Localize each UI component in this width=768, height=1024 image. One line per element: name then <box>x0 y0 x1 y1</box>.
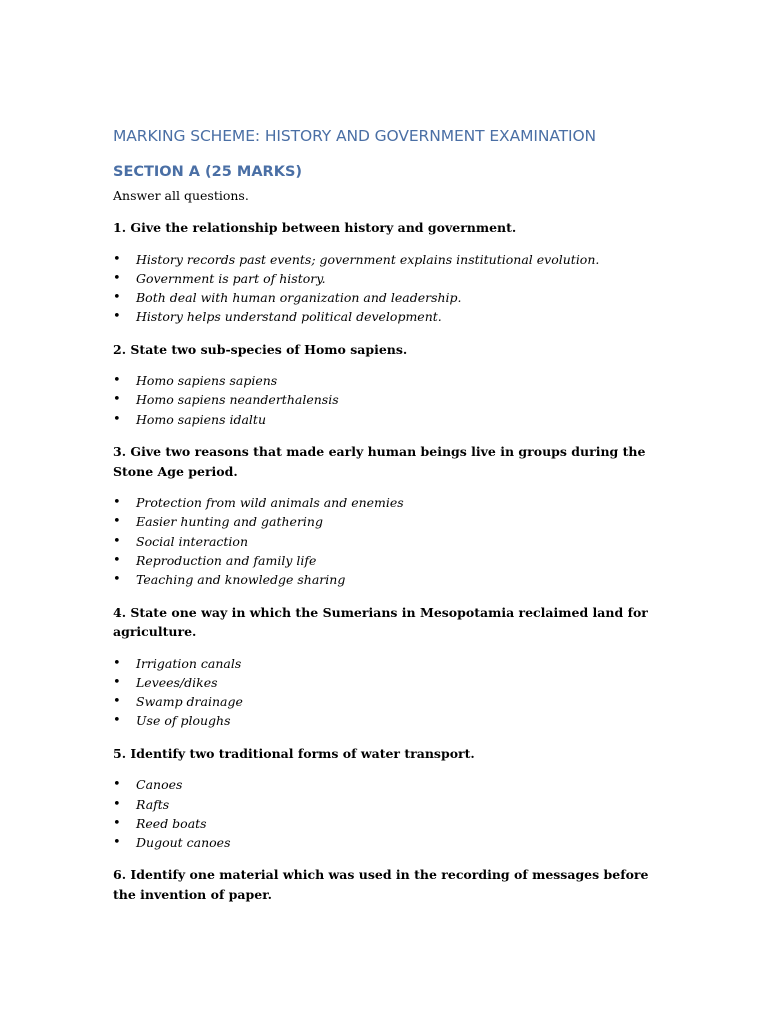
question-2: 2. State two sub-species of Homo sapiens. <box>113 341 408 357</box>
bullet-icon: • <box>113 815 121 831</box>
question-5: 5. Identify two traditional forms of water transport. <box>113 745 475 761</box>
bullet-icon: • <box>113 655 121 671</box>
question-3: 3. Give two reasons that made early human beings live in groups during the Stone Age period. <box>113 444 646 479</box>
bullet-icon: • <box>113 495 121 511</box>
bullet-icon: • <box>113 533 121 549</box>
bullet-icon: • <box>113 713 121 729</box>
bullet-icon: • <box>113 835 121 851</box>
answer-item <box>113 711 673 730</box>
answer-text: Rafts <box>136 796 170 812</box>
answer-item <box>113 692 673 711</box>
answer-item <box>113 795 673 814</box>
answer-text: Teaching and knowledge sharing <box>136 572 346 588</box>
section-instructions: Answer all questions. <box>113 188 249 203</box>
answer-text: Homo sapiens neanderthalensis <box>136 392 339 408</box>
answer-item <box>113 570 673 589</box>
answer-item <box>113 307 673 326</box>
answer-text: Reproduction and family life <box>136 552 317 568</box>
answer-item <box>113 512 673 531</box>
bullet-icon: • <box>113 777 121 793</box>
answer-item <box>113 775 673 794</box>
answer-text: Social interaction <box>136 533 249 549</box>
answer-item <box>113 532 673 551</box>
answer-text: Protection from wild animals and enemies <box>136 495 404 511</box>
answer-item <box>113 410 673 429</box>
bullet-icon: • <box>113 514 121 530</box>
answer-text: Swamp drainage <box>136 694 243 710</box>
bullet-icon: • <box>113 290 121 306</box>
answer-text: History records past events; government explains institutional evolution. <box>136 251 600 267</box>
answer-list <box>113 654 673 731</box>
answer-item <box>113 551 673 570</box>
answer-item <box>113 814 673 833</box>
answer-text: Homo sapiens idaltu <box>136 411 267 427</box>
answer-item <box>113 654 673 673</box>
section-heading: SECTION A (25 MARKS) <box>113 164 303 180</box>
question-1: 1. Give the relationship between history and government. <box>113 220 517 235</box>
answer-list <box>113 250 673 327</box>
answer-item <box>113 269 673 288</box>
bullet-icon: • <box>113 392 121 408</box>
bullet-icon: • <box>113 270 121 286</box>
answer-text: Use of ploughs <box>136 713 231 729</box>
answer-text: Government is part of history. <box>136 270 326 286</box>
question-6: 6. Identify one material which was used in the recording of messages before the invention of paper. <box>113 867 649 902</box>
answer-list <box>113 371 673 429</box>
answer-text: Both deal with human organization and leadership. <box>136 290 462 306</box>
answer-item <box>113 673 673 692</box>
answer-text: Reed boats <box>136 815 207 831</box>
answer-list <box>113 775 673 852</box>
answer-text: Dugout canoes <box>136 835 231 851</box>
bullet-icon: • <box>113 309 121 325</box>
answer-list <box>113 493 673 589</box>
bullet-icon: • <box>113 251 121 267</box>
answer-text: Levees/dikes <box>136 674 218 690</box>
bullet-icon: • <box>113 694 121 710</box>
answer-item <box>113 288 673 307</box>
question-4: 4. State one way in which the Sumerians in Mesopotamia reclaimed land for agriculture. <box>113 604 648 640</box>
answer-text: Irrigation canals <box>136 655 242 671</box>
answer-item <box>113 371 673 390</box>
document-page <box>113 125 673 904</box>
answer-item <box>113 833 673 852</box>
answer-item <box>113 390 673 409</box>
document-title: MARKING SCHEME: HISTORY AND GOVERNMENT EXAMINATION <box>113 127 597 145</box>
questions-list <box>113 218 673 904</box>
bullet-icon: • <box>113 796 121 812</box>
bullet-icon: • <box>113 411 121 427</box>
answer-text: History helps understand political development. <box>136 309 442 325</box>
answer-text: Canoes <box>136 777 183 793</box>
answer-item <box>113 250 673 269</box>
answer-item <box>113 493 673 512</box>
bullet-icon: • <box>113 674 121 690</box>
answer-text: Homo sapiens sapiens <box>136 373 278 389</box>
bullet-icon: • <box>113 373 121 389</box>
bullet-icon: • <box>113 572 121 588</box>
bullet-icon: • <box>113 552 121 568</box>
answer-text: Easier hunting and gathering <box>136 514 323 530</box>
